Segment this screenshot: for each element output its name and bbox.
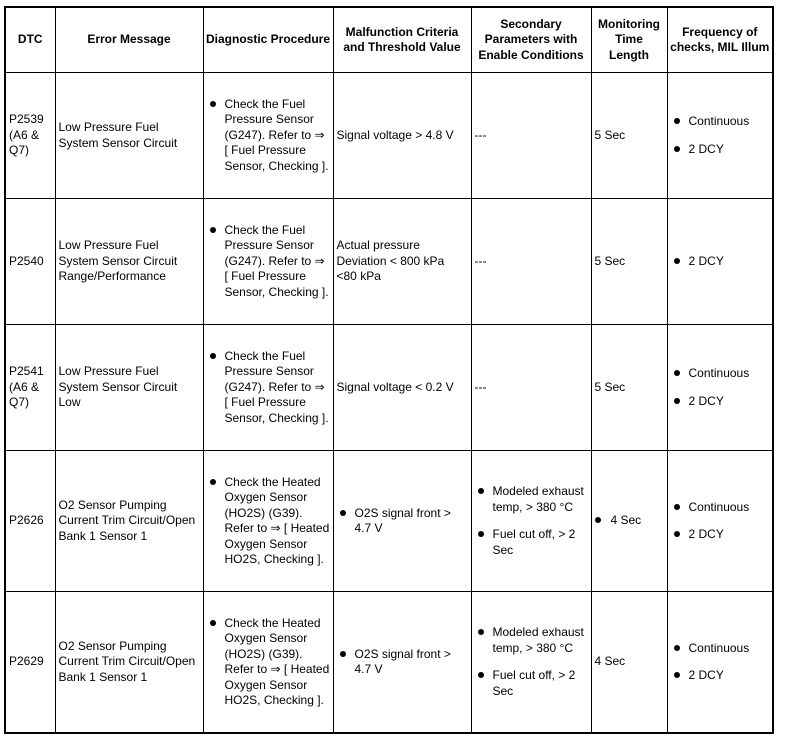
dtc-code: P2540 (5, 199, 55, 325)
frequency (667, 325, 773, 451)
frequency (667, 73, 773, 199)
header-monitoring-time: Monitoring Time Length (591, 7, 667, 73)
secondary-parameters (471, 592, 591, 734)
monitoring-time (591, 451, 667, 592)
header-malfunction-criteria: Malfunction Criteria and Threshold Value (333, 7, 471, 73)
procedure-step: Check the Fuel Pressure Sensor (G247). Refer to ⇒ [ Fuel Pressure Sensor, Checking ]. (207, 349, 330, 427)
procedure-step: Check the Fuel Pressure Sensor (G247). Refer to ⇒ [ Fuel Pressure Sensor, Checking ]. (207, 223, 330, 301)
error-message: Low Pressure Fuel System Sensor Circuit Low (55, 325, 203, 451)
malfunction-criteria (333, 592, 471, 734)
frequency-item: Continuous (671, 500, 770, 516)
secondary-item: Fuel cut off, > 2 Sec (475, 527, 588, 558)
malfunction-criteria: Actual pressure Deviation < 800 kPa <80 kPa (333, 199, 471, 325)
diagnostic-procedure (203, 592, 333, 734)
header-diagnostic-procedure: Diagnostic Procedure (203, 7, 333, 73)
frequency-item: Continuous (671, 114, 770, 130)
table-row (5, 592, 773, 734)
table-row (5, 325, 773, 451)
table-row (5, 199, 773, 325)
frequency-item: 2 DCY (671, 254, 770, 270)
monitoring-time: 5 Sec (591, 73, 667, 199)
error-message: Low Pressure Fuel System Sensor Circuit (55, 73, 203, 199)
secondary-parameters: --- (471, 73, 591, 199)
table-row (5, 451, 773, 592)
malfunction-criteria: Signal voltage > 4.8 V (333, 73, 471, 199)
monitoring-time: 4 Sec (591, 592, 667, 734)
dtc-code: P2541 (A6 & Q7) (5, 325, 55, 451)
error-message: Low Pressure Fuel System Sensor Circuit Range/Performance (55, 199, 203, 325)
malfunction-criteria (333, 451, 471, 592)
header-error-message: Error Message (55, 7, 203, 73)
bullet-icon (595, 517, 601, 523)
frequency (667, 199, 773, 325)
frequency-item: 2 DCY (671, 668, 770, 684)
monitoring-time: 5 Sec (591, 325, 667, 451)
criteria-item: O2S signal front > 4.7 V (337, 647, 468, 678)
secondary-item: Modeled exhaust temp, > 380 °C (475, 625, 588, 656)
frequency-item: 2 DCY (671, 142, 770, 158)
error-message: O2 Sensor Pumping Current Trim Circuit/Open Bank 1 Sensor 1 (55, 451, 203, 592)
secondary-parameters: --- (471, 199, 591, 325)
table-row (5, 73, 773, 199)
secondary-parameters (471, 451, 591, 592)
dtc-code: P2539 (A6 & Q7) (5, 73, 55, 199)
diagnostic-procedure (203, 199, 333, 325)
frequency (667, 451, 773, 592)
monitoring-time: 5 Sec (591, 199, 667, 325)
procedure-step: Check the Heated Oxygen Sensor (HO2S) (G39). Refer to ⇒ [ Heated Oxygen Sensor HO2S, Checking ]. (207, 475, 330, 568)
monitoring-time-value: 4 Sec (610, 513, 642, 528)
secondary-parameters: --- (471, 325, 591, 451)
malfunction-criteria: Signal voltage < 0.2 V (333, 325, 471, 451)
header-row (5, 7, 773, 73)
header-secondary-parameters: Secondary Parameters with Enable Conditions (471, 7, 591, 73)
frequency (667, 592, 773, 734)
dtc-code: P2629 (5, 592, 55, 734)
procedure-step: Check the Heated Oxygen Sensor (HO2S) (G39). Refer to ⇒ [ Heated Oxygen Sensor HO2S, Checking ]. (207, 616, 330, 709)
criteria-item: O2S signal front > 4.7 V (337, 506, 468, 537)
header-dtc: DTC (5, 7, 55, 73)
frequency-item: Continuous (671, 641, 770, 657)
error-message: O2 Sensor Pumping Current Trim Circuit/Open Bank 1 Sensor 1 (55, 592, 203, 734)
dtc-code: P2626 (5, 451, 55, 592)
diagnostic-procedure (203, 325, 333, 451)
procedure-step: Check the Fuel Pressure Sensor (G247). Refer to ⇒ [ Fuel Pressure Sensor, Checking ]. (207, 97, 330, 175)
secondary-item: Modeled exhaust temp, > 380 °C (475, 484, 588, 515)
frequency-item: Continuous (671, 366, 770, 382)
diagnostic-procedure (203, 451, 333, 592)
secondary-item: Fuel cut off, > 2 Sec (475, 668, 588, 699)
diagnostic-procedure (203, 73, 333, 199)
dtc-table (4, 6, 774, 734)
frequency-item: 2 DCY (671, 394, 770, 410)
frequency-item: 2 DCY (671, 527, 770, 543)
header-frequency: Frequency of checks, MIL Illum (667, 7, 773, 73)
